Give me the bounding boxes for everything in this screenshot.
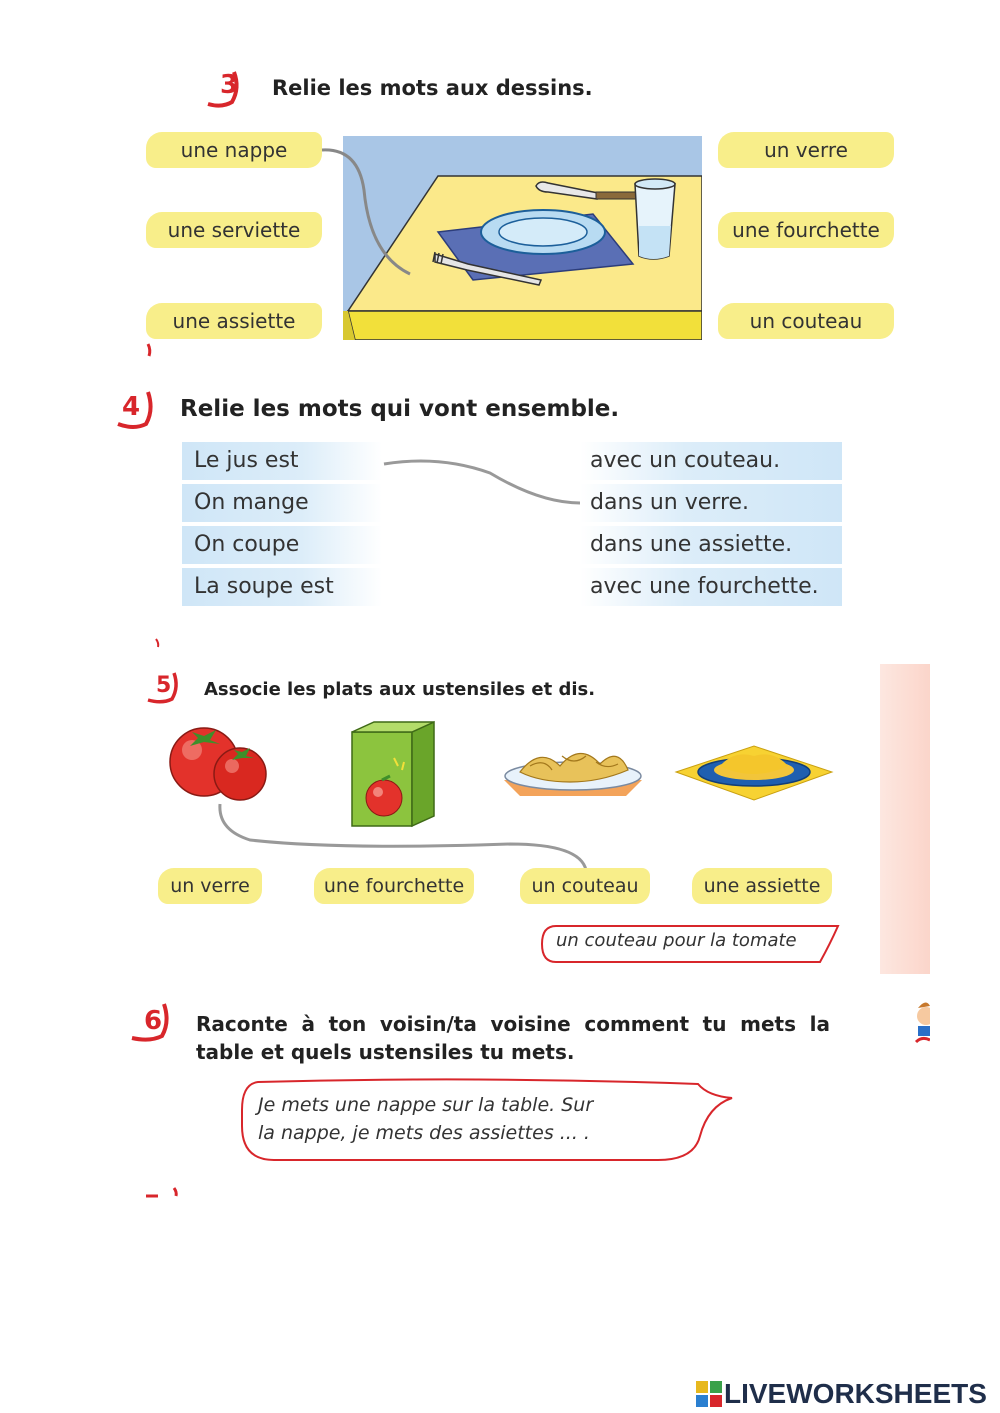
exercise-number-4: 4: [122, 392, 140, 422]
utensil-word-2[interactable]: une fourchette: [314, 868, 474, 904]
character-icon: [912, 996, 930, 1050]
red-swoosh-icon: [130, 1000, 174, 1044]
red-swoosh-icon: [114, 388, 154, 428]
pasta-plate-image[interactable]: [500, 736, 646, 798]
utensil-word-1[interactable]: un verre: [158, 868, 262, 904]
red-swoosh-icon: [206, 68, 246, 108]
liveworksheets-brand: LIVEWORKSHEETS: [724, 1378, 987, 1409]
match-right-4[interactable]: avec une fourchette.: [580, 568, 842, 606]
connect-line: [380, 455, 585, 515]
exercise-3-instruction: Relie les mots aux dessins.: [272, 76, 593, 100]
red-mark-icon: [144, 1184, 184, 1204]
exercise-6-instruction-line-1: Raconte à ton voisin/ta voisine comment tu mets la: [196, 1012, 830, 1036]
match-right-1[interactable]: avec un couteau.: [580, 442, 842, 480]
match-right-2[interactable]: dans un verre.: [580, 484, 842, 522]
word-right-1[interactable]: un verre: [718, 132, 894, 168]
liveworksheets-logo: [696, 1378, 987, 1410]
exercise-number-3: 3: [220, 70, 238, 100]
exercise-6-instruction-line-2: table et quels ustensiles tu mets.: [196, 1040, 575, 1064]
exercise-4-instruction: Relie les mots qui vont ensemble.: [180, 396, 620, 422]
liveworksheets-icon: [696, 1381, 722, 1407]
red-mark-icon: [150, 635, 170, 655]
exercise-5-instruction: Associe les plats aux ustensiles et dis.: [204, 679, 596, 700]
red-mark-icon: [140, 340, 160, 360]
utensil-word-3[interactable]: un couteau: [520, 868, 650, 904]
match-left-4[interactable]: La soupe est: [182, 568, 382, 606]
word-right-2[interactable]: une fourchette: [718, 212, 894, 248]
speech-bubble-text-line-1: Je mets une nappe sur la table. Sur: [258, 1094, 594, 1116]
speech-bubble-text: un couteau pour la tomate: [556, 930, 797, 951]
match-left-2[interactable]: On mange: [182, 484, 382, 522]
connect-line: [318, 140, 418, 280]
match-right-3[interactable]: dans une assiette.: [580, 526, 842, 564]
match-left-3[interactable]: On coupe: [182, 526, 382, 564]
exercise-number-5: 5: [156, 673, 171, 698]
utensil-word-4[interactable]: une assiette: [692, 868, 832, 904]
word-left-1[interactable]: une nappe: [146, 132, 322, 168]
word-left-3[interactable]: une assiette: [146, 303, 322, 339]
exercise-number-6: 6: [144, 1006, 162, 1036]
speech-bubble-text-line-2: la nappe, je mets des assiettes ... .: [258, 1122, 590, 1144]
side-panel: [880, 664, 930, 974]
soup-plate-image[interactable]: [674, 742, 834, 804]
tomato-image[interactable]: [164, 722, 274, 804]
word-left-2[interactable]: une serviette: [146, 212, 322, 248]
speech-bubble: [238, 1076, 738, 1166]
red-swoosh-icon: [146, 669, 182, 705]
match-left-1[interactable]: Le jus est: [182, 442, 382, 480]
word-right-3[interactable]: un couteau: [718, 303, 894, 339]
